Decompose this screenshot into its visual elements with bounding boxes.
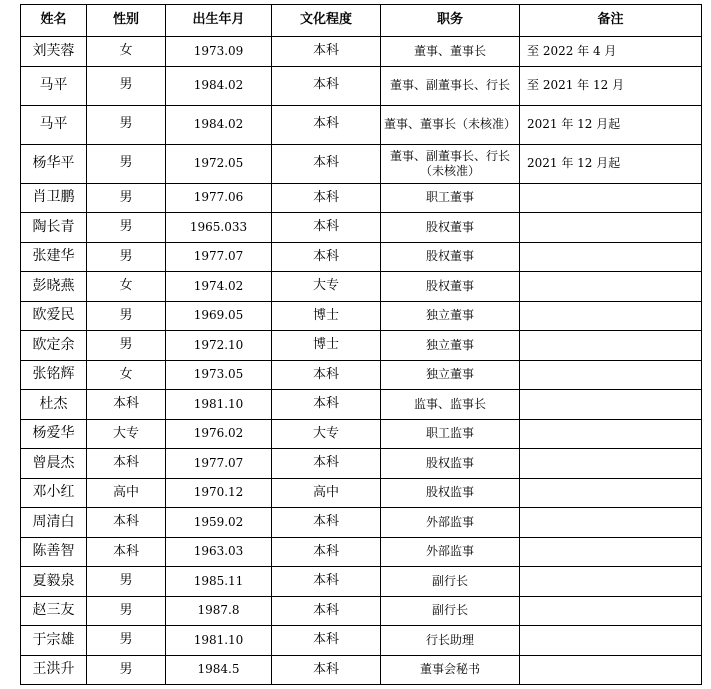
- table-row: [21, 419, 702, 449]
- cell-name: 刘芙蓉: [21, 37, 87, 67]
- cell-education: 本科: [272, 213, 381, 243]
- cell-note: [520, 301, 702, 331]
- table-row: [21, 567, 702, 597]
- cell-education: 本科: [272, 449, 381, 479]
- cell-gender: 男: [87, 655, 166, 685]
- cell-birth: 1973.09: [166, 37, 272, 67]
- cell-position: 独立董事: [381, 331, 520, 361]
- cell-education: 本科: [272, 360, 381, 390]
- cell-note: [520, 508, 702, 538]
- cell-name: 张建华: [21, 242, 87, 272]
- cell-education: 本科: [272, 105, 381, 144]
- cell-birth: 1972.05: [166, 144, 272, 183]
- cell-position: 外部监事: [381, 537, 520, 567]
- cell-birth: 1969.05: [166, 301, 272, 331]
- cell-position: 股权董事: [381, 213, 520, 243]
- cell-gender: 男: [87, 596, 166, 626]
- cell-education: 本科: [272, 66, 381, 105]
- table-row: [21, 449, 702, 479]
- cell-position: 行长助理: [381, 626, 520, 656]
- cell-birth: 1959.02: [166, 508, 272, 538]
- table-row: [21, 508, 702, 538]
- cell-note: 2021 年 12 月起: [520, 144, 702, 183]
- cell-note: [520, 626, 702, 656]
- header-gender: 性别: [87, 5, 166, 37]
- table-row: [21, 478, 702, 508]
- cell-birth: 1970.12: [166, 478, 272, 508]
- cell-birth: 1981.10: [166, 390, 272, 420]
- cell-birth: 1965.033: [166, 213, 272, 243]
- cell-note: 至 2022 年 4 月: [520, 37, 702, 67]
- cell-gender: 男: [87, 301, 166, 331]
- cell-name: 赵三友: [21, 596, 87, 626]
- header-birth: 出生年月: [166, 5, 272, 37]
- cell-position: 董事会秘书: [381, 655, 520, 685]
- cell-education: 高中: [272, 478, 381, 508]
- cell-note: [520, 183, 702, 213]
- cell-education: 本科: [272, 626, 381, 656]
- cell-position: 董事、副董事长、行长（未核准）: [381, 144, 520, 183]
- cell-note: [520, 390, 702, 420]
- table-row: [21, 242, 702, 272]
- cell-position: 董事、董事长（未核准）: [381, 105, 520, 144]
- cell-gender: 女: [87, 37, 166, 67]
- cell-note: [520, 655, 702, 685]
- cell-education: 本科: [272, 390, 381, 420]
- cell-gender: 本科: [87, 390, 166, 420]
- table-row: [21, 626, 702, 656]
- cell-position: 职工董事: [381, 183, 520, 213]
- cell-note: [520, 567, 702, 597]
- cell-name: 欧爱民: [21, 301, 87, 331]
- header-education: 文化程度: [272, 5, 381, 37]
- cell-birth: 1984.5: [166, 655, 272, 685]
- cell-education: 博士: [272, 331, 381, 361]
- cell-birth: 1974.02: [166, 272, 272, 302]
- cell-name: 曾晨杰: [21, 449, 87, 479]
- cell-gender: 大专: [87, 419, 166, 449]
- cell-name: 王洪升: [21, 655, 87, 685]
- cell-education: 博士: [272, 301, 381, 331]
- cell-gender: 男: [87, 242, 166, 272]
- cell-name: 彭晓燕: [21, 272, 87, 302]
- cell-position: 股权董事: [381, 272, 520, 302]
- cell-birth: 1977.07: [166, 242, 272, 272]
- cell-gender: 高中: [87, 478, 166, 508]
- cell-note: [520, 449, 702, 479]
- cell-position: 股权监事: [381, 449, 520, 479]
- cell-name: 陶长青: [21, 213, 87, 243]
- cell-education: 本科: [272, 567, 381, 597]
- cell-position: 职工监事: [381, 419, 520, 449]
- cell-position: 股权董事: [381, 242, 520, 272]
- cell-note: [520, 242, 702, 272]
- cell-gender: 女: [87, 272, 166, 302]
- table-row: [21, 301, 702, 331]
- cell-position: 董事、副董事长、行长: [381, 66, 520, 105]
- cell-name: 陈善智: [21, 537, 87, 567]
- cell-gender: 女: [87, 360, 166, 390]
- table-row: [21, 66, 702, 105]
- cell-education: 本科: [272, 596, 381, 626]
- cell-gender: 男: [87, 213, 166, 243]
- cell-note: [520, 596, 702, 626]
- table-row: [21, 105, 702, 144]
- table-row: [21, 37, 702, 67]
- cell-birth: 1973.05: [166, 360, 272, 390]
- table-row: [21, 360, 702, 390]
- cell-name: 肖卫鹏: [21, 183, 87, 213]
- cell-position: 副行长: [381, 567, 520, 597]
- cell-education: 大专: [272, 419, 381, 449]
- cell-note: [520, 478, 702, 508]
- cell-note: [520, 537, 702, 567]
- table-row: [21, 655, 702, 685]
- cell-gender: 本科: [87, 537, 166, 567]
- cell-birth: 1976.02: [166, 419, 272, 449]
- table-row: [21, 596, 702, 626]
- cell-education: 本科: [272, 655, 381, 685]
- cell-name: 周清白: [21, 508, 87, 538]
- cell-name: 杨爱华: [21, 419, 87, 449]
- cell-birth: 1963.03: [166, 537, 272, 567]
- cell-name: 杨华平: [21, 144, 87, 183]
- cell-education: 大专: [272, 272, 381, 302]
- cell-gender: 男: [87, 105, 166, 144]
- cell-position: 董事、董事长: [381, 37, 520, 67]
- header-position: 职务: [381, 5, 520, 37]
- cell-gender: 男: [87, 66, 166, 105]
- cell-gender: 男: [87, 144, 166, 183]
- cell-birth: 1987.8: [166, 596, 272, 626]
- table-row: [21, 213, 702, 243]
- cell-education: 本科: [272, 537, 381, 567]
- table-body: [21, 37, 702, 685]
- personnel-table: [20, 4, 702, 685]
- cell-note: 2021 年 12 月起: [520, 105, 702, 144]
- header-note: 备注: [520, 5, 702, 37]
- cell-education: 本科: [272, 508, 381, 538]
- cell-gender: 本科: [87, 449, 166, 479]
- cell-name: 欧定余: [21, 331, 87, 361]
- cell-position: 独立董事: [381, 301, 520, 331]
- cell-position: 外部监事: [381, 508, 520, 538]
- cell-note: [520, 419, 702, 449]
- cell-birth: 1985.11: [166, 567, 272, 597]
- cell-birth: 1972.10: [166, 331, 272, 361]
- cell-position: 监事、监事长: [381, 390, 520, 420]
- cell-birth: 1984.02: [166, 105, 272, 144]
- cell-birth: 1984.02: [166, 66, 272, 105]
- cell-note: 至 2021 年 12 月: [520, 66, 702, 105]
- table-row: [21, 272, 702, 302]
- cell-gender: 男: [87, 183, 166, 213]
- cell-note: [520, 272, 702, 302]
- cell-position: 副行长: [381, 596, 520, 626]
- cell-note: [520, 360, 702, 390]
- cell-education: 本科: [272, 242, 381, 272]
- cell-gender: 男: [87, 626, 166, 656]
- table-row: [21, 390, 702, 420]
- table-row: [21, 537, 702, 567]
- cell-name: 马平: [21, 105, 87, 144]
- cell-gender: 男: [87, 331, 166, 361]
- cell-birth: 1981.10: [166, 626, 272, 656]
- cell-note: [520, 213, 702, 243]
- cell-education: 本科: [272, 183, 381, 213]
- cell-birth: 1977.06: [166, 183, 272, 213]
- cell-name: 夏毅泉: [21, 567, 87, 597]
- cell-position: 独立董事: [381, 360, 520, 390]
- cell-position: 股权监事: [381, 478, 520, 508]
- table-row: [21, 331, 702, 361]
- cell-birth: 1977.07: [166, 449, 272, 479]
- cell-name: 杜杰: [21, 390, 87, 420]
- cell-gender: 本科: [87, 508, 166, 538]
- cell-name: 张铭辉: [21, 360, 87, 390]
- cell-name: 邓小红: [21, 478, 87, 508]
- cell-name: 于宗雄: [21, 626, 87, 656]
- cell-gender: 男: [87, 567, 166, 597]
- table-row: [21, 183, 702, 213]
- cell-education: 本科: [272, 144, 381, 183]
- header-row: [21, 5, 702, 37]
- cell-education: 本科: [272, 37, 381, 67]
- table-row: [21, 144, 702, 183]
- cell-note: [520, 331, 702, 361]
- header-name: 姓名: [21, 5, 87, 37]
- cell-name: 马平: [21, 66, 87, 105]
